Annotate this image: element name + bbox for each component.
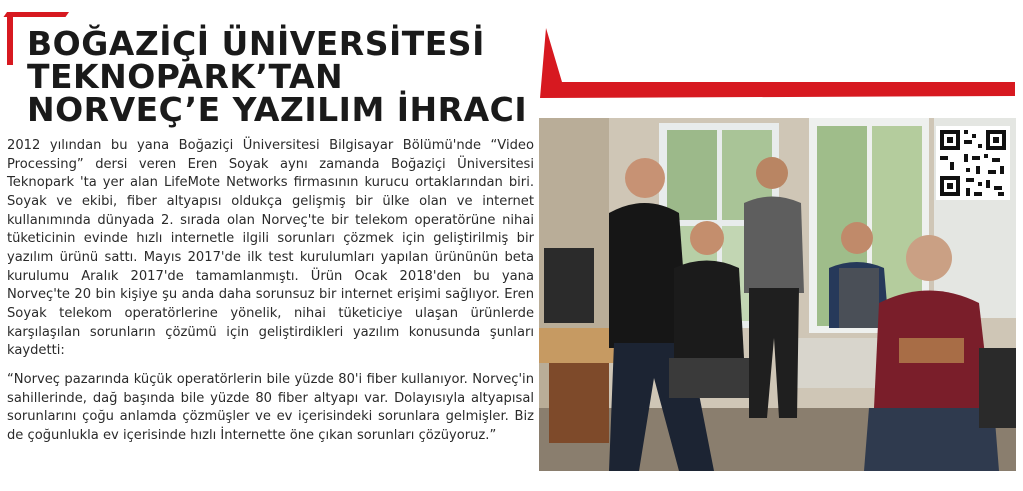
qr-code-icon bbox=[936, 126, 1010, 200]
article-quote: “Norveç pazarında küçük operatörlerin bile yüzde 80'i fiber kullanıyor. Norveç'in sahillerinde, dağ başında bile yüzde 80 fiber altyapı var. Dolayısıyla altyapısal sorunlarını çoğu anlamda çözmüşler ve ev içerisindeki sorunlara gelmişler. Biz de çoğunlukla ev içerisinde hızlı İnternette öne çıkan sorunları çözüyoruz.” bbox=[7, 371, 534, 443]
headline bbox=[27, 24, 528, 129]
headline-line-2: TEKNOPARK’TAN bbox=[27, 57, 344, 96]
headline-line-1: BOĞAZİÇİ ÜNİVERSİTESİ bbox=[27, 24, 485, 63]
headline-accent-bar bbox=[7, 15, 13, 65]
headline-line-3: NORVEÇ’E YAZILIM İHRACI bbox=[27, 90, 528, 129]
headline-accent-top bbox=[3, 12, 69, 17]
team-photo bbox=[539, 118, 1016, 471]
article-body bbox=[7, 137, 534, 446]
article-paragraph: 2012 yılından bu yana Boğaziçi Üniversitesi Bilgisayar Bölümü'nde “Video Processing” dersi veren Eren Soyak aynı zamanda Boğaziçi Üniversitesi Teknopark 'ta yer alan LifeMote Networks firmasının kurucu ortaklarından biri. Soyak ve ekibi, fiber altyapısı oldukça gelişmiş bir ülke olan ve internet kullanımında dünyada 2. sırada olan Norveç'te bir telekom operatörüne nihai tüketicinin evinde hızlı internetle ilgili sorunları çözmek için geliştirilmiş bir yazılım ürünü sattı. Mayıs 2017'de ilk test kurulumları yapılan ürününün beta kurulumu Aralık 2017'de tamamlanmıştı. Ürün Ocak 2018'den bu yana Norveç'te 20 bin kişiye şu anda daha sorunsuz bir internet erişimi sağlıyor. Eren Soyak telekom operatörlerine yönelik, nihai tüketiciye ulaşan ürünlerde karşılaşılan sorunların çözümü için geliştirdikleri yazılım konusunda şunları kaydetti: bbox=[7, 138, 534, 359]
red-accent-slash bbox=[540, 28, 1015, 98]
